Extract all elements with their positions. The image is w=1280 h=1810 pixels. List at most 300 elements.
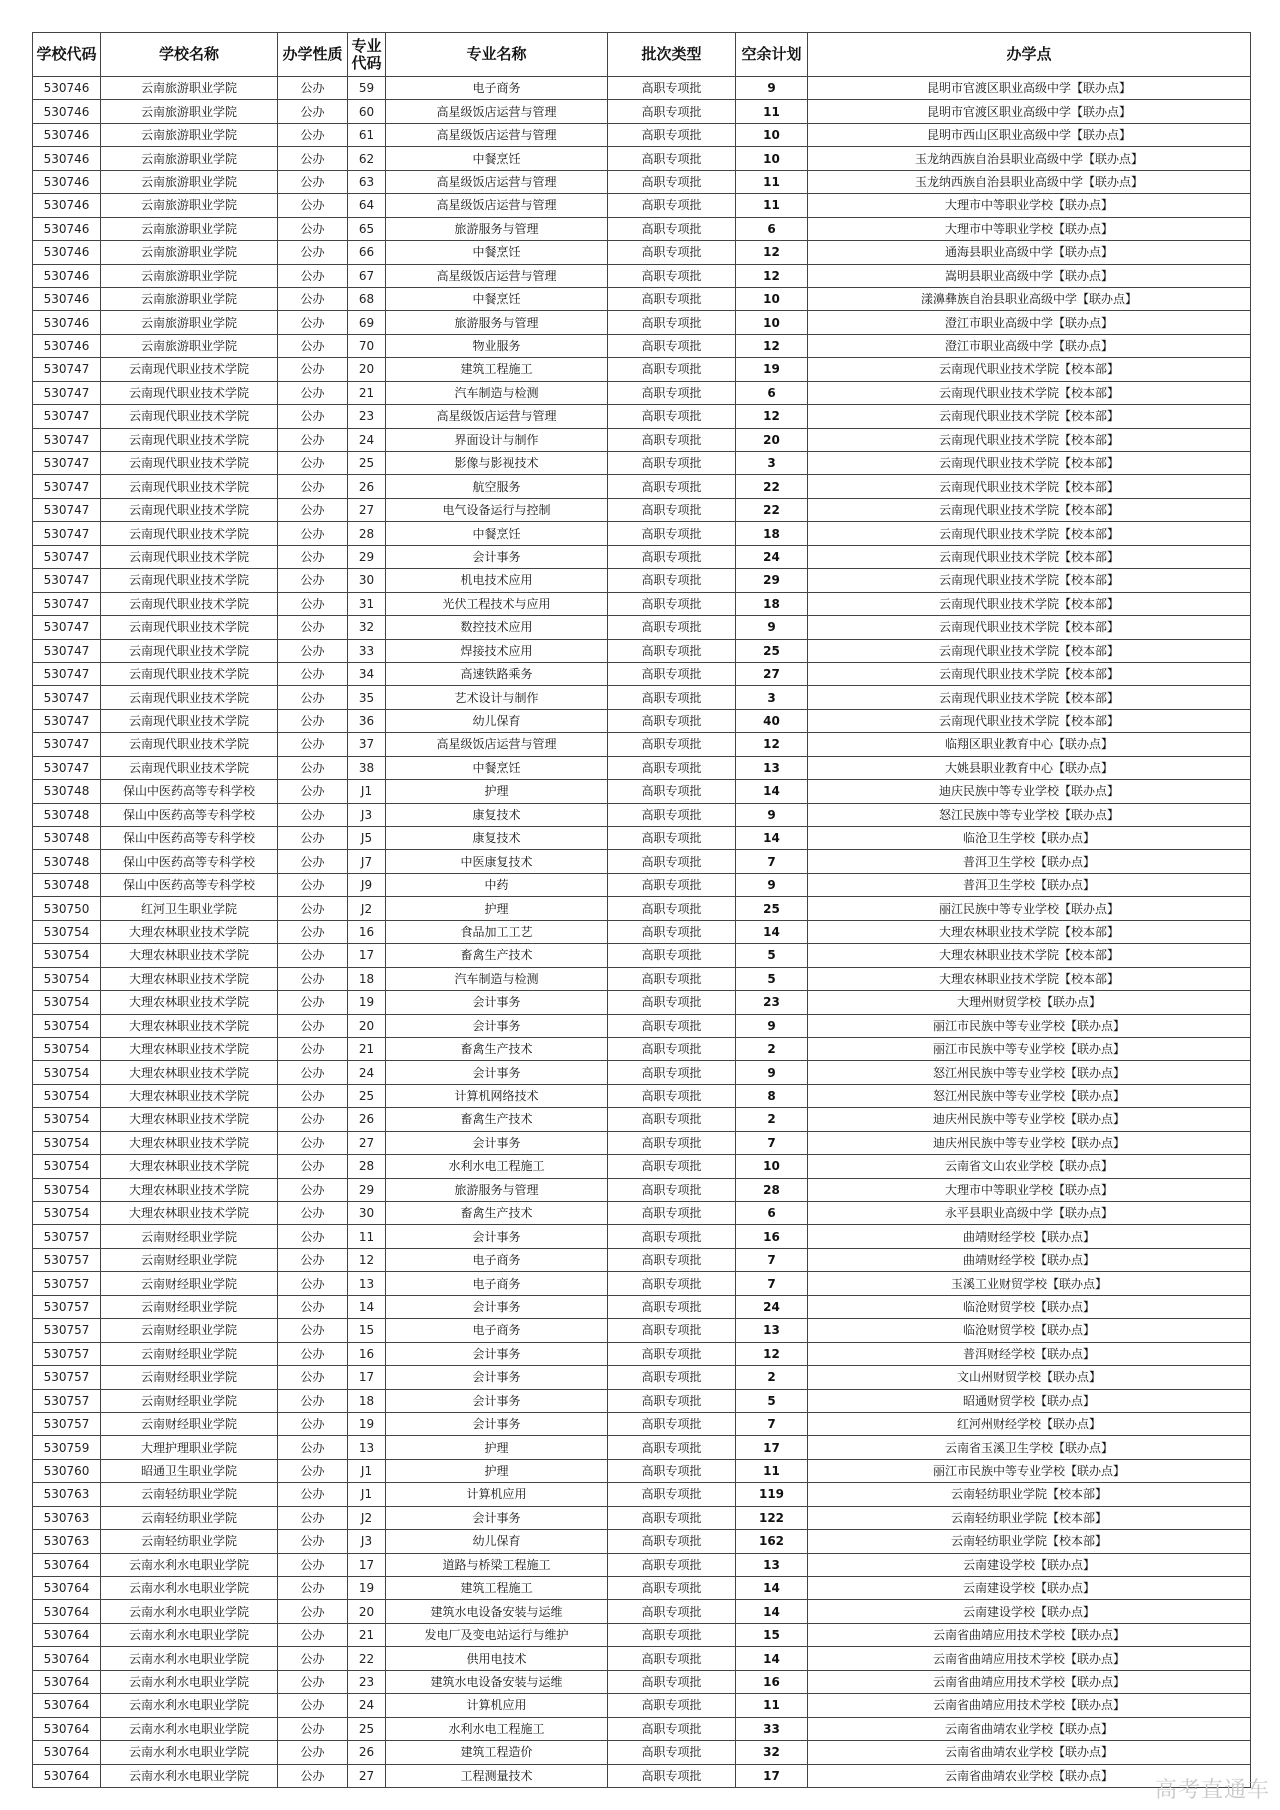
cell-major-name: 会计事务 (386, 1366, 608, 1389)
cell-batch-type: 高职专项批 (608, 873, 736, 896)
cell-school-code: 530747 (33, 616, 101, 639)
cell-major-code: J3 (348, 803, 386, 826)
cell-school-type: 公办 (278, 1412, 348, 1435)
cell-spare-plan: 14 (736, 780, 808, 803)
cell-location: 丽江市民族中等专业学校【联办点】 (808, 1014, 1251, 1037)
cell-location: 云南省曲靖应用技术学校【联办点】 (808, 1694, 1251, 1717)
cell-spare-plan: 7 (736, 850, 808, 873)
cell-school-type: 公办 (278, 827, 348, 850)
cell-major-code: 26 (348, 1741, 386, 1764)
cell-location: 云南省曲靖应用技术学校【联办点】 (808, 1623, 1251, 1646)
table-row (33, 1764, 1251, 1787)
cell-school-type: 公办 (278, 77, 348, 100)
cell-school-name: 大理农林职业技术学院 (101, 1202, 278, 1225)
cell-school-type: 公办 (278, 147, 348, 170)
cell-school-name: 云南旅游职业学院 (101, 287, 278, 310)
cell-school-type: 公办 (278, 381, 348, 404)
table-row (33, 1014, 1251, 1037)
cell-spare-plan: 17 (736, 1764, 808, 1787)
cell-spare-plan: 9 (736, 873, 808, 896)
cell-batch-type: 高职专项批 (608, 1553, 736, 1576)
cell-school-code: 530746 (33, 77, 101, 100)
cell-major-code: 24 (348, 428, 386, 451)
cell-school-code: 530764 (33, 1694, 101, 1717)
cell-school-type: 公办 (278, 1577, 348, 1600)
cell-batch-type: 高职专项批 (608, 545, 736, 568)
cell-school-type: 公办 (278, 1717, 348, 1740)
cell-major-code: 20 (348, 1014, 386, 1037)
cell-spare-plan: 23 (736, 991, 808, 1014)
cell-batch-type: 高职专项批 (608, 1412, 736, 1435)
cell-school-code: 530754 (33, 920, 101, 943)
cell-location: 丽江市民族中等专业学校【联办点】 (808, 1459, 1251, 1482)
cell-major-name: 畜禽生产技术 (386, 1037, 608, 1060)
cell-school-type: 公办 (278, 873, 348, 896)
cell-major-name: 会计事务 (386, 1061, 608, 1084)
cell-school-type: 公办 (278, 1178, 348, 1201)
cell-major-name: 电子商务 (386, 1319, 608, 1342)
cell-school-code: 530764 (33, 1600, 101, 1623)
table-row (33, 662, 1251, 685)
cell-spare-plan: 11 (736, 1459, 808, 1482)
cell-school-name: 大理农林职业技术学院 (101, 1108, 278, 1131)
cell-school-type: 公办 (278, 1248, 348, 1271)
cell-major-code: 60 (348, 100, 386, 123)
watermark: 高考直通车 (1154, 1778, 1270, 1803)
table-row (33, 1389, 1251, 1412)
cell-school-name: 云南财经职业学院 (101, 1412, 278, 1435)
cell-batch-type: 高职专项批 (608, 77, 736, 100)
cell-spare-plan: 12 (736, 405, 808, 428)
cell-spare-plan: 2 (736, 1108, 808, 1131)
cell-location: 迪庆民族中等专业学校【联办点】 (808, 780, 1251, 803)
cell-major-code: 12 (348, 1248, 386, 1271)
table-row (33, 428, 1251, 451)
cell-location: 云南轻纺职业学院【校本部】 (808, 1506, 1251, 1529)
cell-location: 玉溪工业财贸学校【联办点】 (808, 1272, 1251, 1295)
cell-school-type: 公办 (278, 1436, 348, 1459)
cell-spare-plan: 25 (736, 897, 808, 920)
cell-spare-plan: 9 (736, 1014, 808, 1037)
cell-major-name: 建筑工程造价 (386, 1741, 608, 1764)
cell-school-code: 530746 (33, 100, 101, 123)
cell-batch-type: 高职专项批 (608, 1108, 736, 1131)
cell-major-code: 21 (348, 381, 386, 404)
cell-batch-type: 高职专项批 (608, 217, 736, 240)
cell-location: 云南轻纺职业学院【校本部】 (808, 1530, 1251, 1553)
cell-school-code: 530746 (33, 170, 101, 193)
table-row (33, 311, 1251, 334)
cell-school-name: 昭通卫生职业学院 (101, 1459, 278, 1482)
cell-school-name: 云南现代职业技术学院 (101, 592, 278, 615)
cell-batch-type: 高职专项批 (608, 287, 736, 310)
cell-batch-type: 高职专项批 (608, 616, 736, 639)
table-row (33, 967, 1251, 990)
cell-school-type: 公办 (278, 616, 348, 639)
cell-spare-plan: 14 (736, 1600, 808, 1623)
cell-location: 普洱财经学校【联办点】 (808, 1342, 1251, 1365)
cell-major-code: 26 (348, 1108, 386, 1131)
cell-school-name: 云南现代职业技术学院 (101, 498, 278, 521)
table-row (33, 1530, 1251, 1553)
cell-school-type: 公办 (278, 1483, 348, 1506)
cell-batch-type: 高职专项批 (608, 1647, 736, 1670)
cell-school-name: 云南现代职业技术学院 (101, 756, 278, 779)
cell-school-code: 530746 (33, 217, 101, 240)
cell-school-name: 云南现代职业技术学院 (101, 545, 278, 568)
cell-location: 云南省曲靖农业学校【联办点】 (808, 1741, 1251, 1764)
cell-school-type: 公办 (278, 686, 348, 709)
cell-major-name: 会计事务 (386, 1131, 608, 1154)
cell-batch-type: 高职专项批 (608, 1483, 736, 1506)
cell-batch-type: 高职专项批 (608, 1577, 736, 1600)
cell-major-name: 畜禽生产技术 (386, 944, 608, 967)
cell-school-name: 大理农林职业技术学院 (101, 1084, 278, 1107)
cell-spare-plan: 14 (736, 1647, 808, 1670)
cell-school-code: 530747 (33, 733, 101, 756)
cell-major-name: 会计事务 (386, 545, 608, 568)
cell-school-name: 大理农林职业技术学院 (101, 1131, 278, 1154)
cell-school-type: 公办 (278, 311, 348, 334)
table-row (33, 780, 1251, 803)
cell-school-name: 云南水利水电职业学院 (101, 1670, 278, 1693)
table-row (33, 194, 1251, 217)
cell-school-name: 大理农林职业技术学院 (101, 1037, 278, 1060)
table-row (33, 241, 1251, 264)
cell-major-code: 36 (348, 709, 386, 732)
cell-location: 云南建设学校【联办点】 (808, 1577, 1251, 1600)
cell-school-code: 530746 (33, 241, 101, 264)
cell-location: 云南建设学校【联办点】 (808, 1553, 1251, 1576)
cell-school-name: 云南旅游职业学院 (101, 77, 278, 100)
table-row (33, 1037, 1251, 1060)
cell-location: 云南现代职业技术学院【校本部】 (808, 475, 1251, 498)
cell-location: 云南现代职业技术学院【校本部】 (808, 569, 1251, 592)
cell-major-name: 道路与桥梁工程施工 (386, 1553, 608, 1576)
header-spare-plan: 空余计划 (736, 33, 808, 77)
cell-spare-plan: 11 (736, 100, 808, 123)
cell-school-name: 云南水利水电职业学院 (101, 1623, 278, 1646)
table-row (33, 686, 1251, 709)
cell-major-name: 中餐烹饪 (386, 287, 608, 310)
cell-batch-type: 高职专项批 (608, 1178, 736, 1201)
cell-school-type: 公办 (278, 100, 348, 123)
cell-school-name: 大理农林职业技术学院 (101, 991, 278, 1014)
table-row (33, 1178, 1251, 1201)
cell-school-type: 公办 (278, 1506, 348, 1529)
cell-school-code: 530747 (33, 592, 101, 615)
cell-spare-plan: 3 (736, 686, 808, 709)
cell-school-name: 保山中医药高等专科学校 (101, 873, 278, 896)
cell-school-type: 公办 (278, 1459, 348, 1482)
cell-spare-plan: 3 (736, 452, 808, 475)
cell-school-code: 530748 (33, 827, 101, 850)
cell-major-name: 电子商务 (386, 1248, 608, 1271)
cell-school-code: 530757 (33, 1295, 101, 1318)
cell-batch-type: 高职专项批 (608, 1459, 736, 1482)
cell-spare-plan: 119 (736, 1483, 808, 1506)
cell-spare-plan: 13 (736, 756, 808, 779)
cell-school-code: 530754 (33, 1131, 101, 1154)
cell-school-code: 530750 (33, 897, 101, 920)
cell-major-code: 13 (348, 1436, 386, 1459)
cell-major-code: 33 (348, 639, 386, 662)
cell-spare-plan: 6 (736, 1202, 808, 1225)
cell-spare-plan: 32 (736, 1741, 808, 1764)
cell-spare-plan: 13 (736, 1553, 808, 1576)
table-row (33, 1717, 1251, 1740)
cell-school-code: 530757 (33, 1342, 101, 1365)
cell-spare-plan: 14 (736, 920, 808, 943)
cell-location: 云南省曲靖农业学校【联办点】 (808, 1764, 1251, 1787)
cell-major-name: 会计事务 (386, 1225, 608, 1248)
table-row (33, 592, 1251, 615)
cell-spare-plan: 9 (736, 616, 808, 639)
cell-school-name: 云南旅游职业学院 (101, 170, 278, 193)
cell-major-code: 25 (348, 1084, 386, 1107)
table-row (33, 709, 1251, 732)
cell-location: 丽江民族中等专业学校【联办点】 (808, 897, 1251, 920)
cell-school-type: 公办 (278, 592, 348, 615)
table-row (33, 991, 1251, 1014)
cell-school-code: 530747 (33, 709, 101, 732)
cell-school-name: 云南现代职业技术学院 (101, 686, 278, 709)
cell-batch-type: 高职专项批 (608, 1436, 736, 1459)
cell-major-code: 27 (348, 1764, 386, 1787)
cell-location: 怒江州民族中等专业学校【联办点】 (808, 1084, 1251, 1107)
cell-school-name: 云南财经职业学院 (101, 1342, 278, 1365)
cell-spare-plan: 29 (736, 569, 808, 592)
cell-school-type: 公办 (278, 1600, 348, 1623)
cell-batch-type: 高职专项批 (608, 147, 736, 170)
cell-batch-type: 高职专项批 (608, 639, 736, 662)
cell-major-name: 旅游服务与管理 (386, 311, 608, 334)
cell-spare-plan: 7 (736, 1131, 808, 1154)
table-row (33, 381, 1251, 404)
cell-school-name: 云南轻纺职业学院 (101, 1506, 278, 1529)
cell-school-code: 530747 (33, 522, 101, 545)
cell-spare-plan: 12 (736, 1342, 808, 1365)
cell-school-code: 530757 (33, 1248, 101, 1271)
cell-batch-type: 高职专项批 (608, 264, 736, 287)
cell-spare-plan: 8 (736, 1084, 808, 1107)
cell-school-type: 公办 (278, 897, 348, 920)
cell-spare-plan: 17 (736, 1436, 808, 1459)
cell-school-code: 530757 (33, 1412, 101, 1435)
cell-major-name: 工程测量技术 (386, 1764, 608, 1787)
cell-school-type: 公办 (278, 569, 348, 592)
cell-school-type: 公办 (278, 1366, 348, 1389)
cell-school-code: 530747 (33, 569, 101, 592)
cell-location: 云南建设学校【联办点】 (808, 1600, 1251, 1623)
cell-school-code: 530748 (33, 873, 101, 896)
cell-major-code: 18 (348, 967, 386, 990)
cell-major-name: 供用电技术 (386, 1647, 608, 1670)
cell-major-name: 护理 (386, 780, 608, 803)
cell-major-name: 中餐烹饪 (386, 522, 608, 545)
cell-batch-type: 高职专项批 (608, 592, 736, 615)
cell-school-name: 云南旅游职业学院 (101, 334, 278, 357)
cell-school-type: 公办 (278, 358, 348, 381)
cell-location: 云南现代职业技术学院【校本部】 (808, 592, 1251, 615)
cell-school-type: 公办 (278, 1155, 348, 1178)
cell-major-name: 畜禽生产技术 (386, 1108, 608, 1131)
cell-major-code: 13 (348, 1272, 386, 1295)
cell-location: 临沧财贸学校【联办点】 (808, 1295, 1251, 1318)
cell-school-code: 530763 (33, 1506, 101, 1529)
cell-major-code: 35 (348, 686, 386, 709)
cell-batch-type: 高职专项批 (608, 1741, 736, 1764)
table-row (33, 1506, 1251, 1529)
cell-batch-type: 高职专项批 (608, 1366, 736, 1389)
cell-batch-type: 高职专项批 (608, 241, 736, 264)
cell-location: 昭通财贸学校【联办点】 (808, 1389, 1251, 1412)
cell-spare-plan: 9 (736, 803, 808, 826)
table-row (33, 522, 1251, 545)
cell-batch-type: 高职专项批 (608, 1694, 736, 1717)
table-row (33, 287, 1251, 310)
table-row (33, 217, 1251, 240)
cell-major-name: 电气设备运行与控制 (386, 498, 608, 521)
cell-spare-plan: 19 (736, 358, 808, 381)
cell-school-code: 530748 (33, 803, 101, 826)
cell-location: 大姚县职业教育中心【联办点】 (808, 756, 1251, 779)
cell-school-code: 530754 (33, 991, 101, 1014)
table-row (33, 405, 1251, 428)
cell-major-code: 28 (348, 522, 386, 545)
cell-school-type: 公办 (278, 1647, 348, 1670)
cell-spare-plan: 2 (736, 1366, 808, 1389)
cell-major-code: 70 (348, 334, 386, 357)
cell-school-name: 保山中医药高等专科学校 (101, 827, 278, 850)
cell-batch-type: 高职专项批 (608, 311, 736, 334)
cell-school-code: 530748 (33, 780, 101, 803)
cell-major-code: 23 (348, 405, 386, 428)
cell-batch-type: 高职专项批 (608, 100, 736, 123)
cell-school-type: 公办 (278, 803, 348, 826)
table-row (33, 1741, 1251, 1764)
cell-batch-type: 高职专项批 (608, 498, 736, 521)
cell-school-type: 公办 (278, 1084, 348, 1107)
cell-major-name: 康复技术 (386, 803, 608, 826)
cell-major-code: 21 (348, 1623, 386, 1646)
cell-major-name: 护理 (386, 1436, 608, 1459)
cell-school-type: 公办 (278, 1014, 348, 1037)
table-row (33, 897, 1251, 920)
header-school-code: 学校代码 (33, 33, 101, 77)
cell-school-type: 公办 (278, 662, 348, 685)
cell-spare-plan: 12 (736, 241, 808, 264)
cell-spare-plan: 9 (736, 1061, 808, 1084)
cell-location: 玉龙纳西族自治县职业高级中学【联办点】 (808, 147, 1251, 170)
cell-major-code: J2 (348, 897, 386, 920)
cell-school-type: 公办 (278, 123, 348, 146)
table-row (33, 1084, 1251, 1107)
table-row (33, 1342, 1251, 1365)
cell-location: 大理市中等职业学校【联办点】 (808, 217, 1251, 240)
cell-major-name: 水利水电工程施工 (386, 1155, 608, 1178)
table-row (33, 1131, 1251, 1154)
table-row (33, 827, 1251, 850)
cell-location: 云南现代职业技术学院【校本部】 (808, 639, 1251, 662)
cell-major-name: 焊接技术应用 (386, 639, 608, 662)
cell-major-name: 建筑水电设备安装与运维 (386, 1600, 608, 1623)
table-row (33, 1483, 1251, 1506)
cell-major-name: 中医康复技术 (386, 850, 608, 873)
cell-location: 大理农林职业技术学院【校本部】 (808, 967, 1251, 990)
cell-batch-type: 高职专项批 (608, 170, 736, 193)
cell-major-code: 22 (348, 1647, 386, 1670)
cell-major-code: J9 (348, 873, 386, 896)
cell-school-name: 云南水利水电职业学院 (101, 1647, 278, 1670)
cell-batch-type: 高职专项批 (608, 803, 736, 826)
cell-school-type: 公办 (278, 241, 348, 264)
cell-spare-plan: 12 (736, 264, 808, 287)
cell-school-name: 保山中医药高等专科学校 (101, 803, 278, 826)
cell-major-name: 计算机应用 (386, 1694, 608, 1717)
cell-school-code: 530754 (33, 1037, 101, 1060)
table-body (33, 77, 1251, 1788)
cell-major-code: 24 (348, 1694, 386, 1717)
cell-school-code: 530746 (33, 287, 101, 310)
cell-school-type: 公办 (278, 522, 348, 545)
cell-school-code: 530747 (33, 662, 101, 685)
cell-location: 云南省玉溪卫生学校【联办点】 (808, 1436, 1251, 1459)
cell-school-type: 公办 (278, 545, 348, 568)
cell-school-type: 公办 (278, 217, 348, 240)
cell-school-code: 530754 (33, 967, 101, 990)
cell-school-type: 公办 (278, 733, 348, 756)
table-row (33, 639, 1251, 662)
cell-batch-type: 高职专项批 (608, 897, 736, 920)
cell-school-code: 530747 (33, 428, 101, 451)
cell-school-name: 云南财经职业学院 (101, 1366, 278, 1389)
cell-spare-plan: 13 (736, 1319, 808, 1342)
table-row (33, 1366, 1251, 1389)
header-major-code: 专业 代码 (348, 33, 386, 77)
cell-spare-plan: 15 (736, 1623, 808, 1646)
cell-school-name: 云南财经职业学院 (101, 1272, 278, 1295)
cell-spare-plan: 10 (736, 287, 808, 310)
cell-batch-type: 高职专项批 (608, 1623, 736, 1646)
cell-school-code: 530764 (33, 1670, 101, 1693)
cell-school-type: 公办 (278, 1202, 348, 1225)
cell-major-name: 旅游服务与管理 (386, 1178, 608, 1201)
cell-major-name: 高速铁路乘务 (386, 662, 608, 685)
cell-location: 云南现代职业技术学院【校本部】 (808, 381, 1251, 404)
table-row (33, 1155, 1251, 1178)
cell-school-type: 公办 (278, 498, 348, 521)
table-row (33, 850, 1251, 873)
cell-batch-type: 高职专项批 (608, 1248, 736, 1271)
cell-major-name: 高星级饭店运营与管理 (386, 194, 608, 217)
table-row (33, 1319, 1251, 1342)
cell-major-code: 21 (348, 1037, 386, 1060)
table-row (33, 147, 1251, 170)
cell-batch-type: 高职专项批 (608, 991, 736, 1014)
table-row (33, 1623, 1251, 1646)
cell-major-name: 会计事务 (386, 1342, 608, 1365)
cell-major-name: 食品加工工艺 (386, 920, 608, 943)
cell-location: 云南现代职业技术学院【校本部】 (808, 709, 1251, 732)
cell-major-name: 水利水电工程施工 (386, 1717, 608, 1740)
cell-location: 云南现代职业技术学院【校本部】 (808, 545, 1251, 568)
cell-school-name: 云南旅游职业学院 (101, 100, 278, 123)
cell-spare-plan: 7 (736, 1272, 808, 1295)
cell-school-code: 530764 (33, 1577, 101, 1600)
cell-school-code: 530747 (33, 452, 101, 475)
cell-spare-plan: 14 (736, 827, 808, 850)
